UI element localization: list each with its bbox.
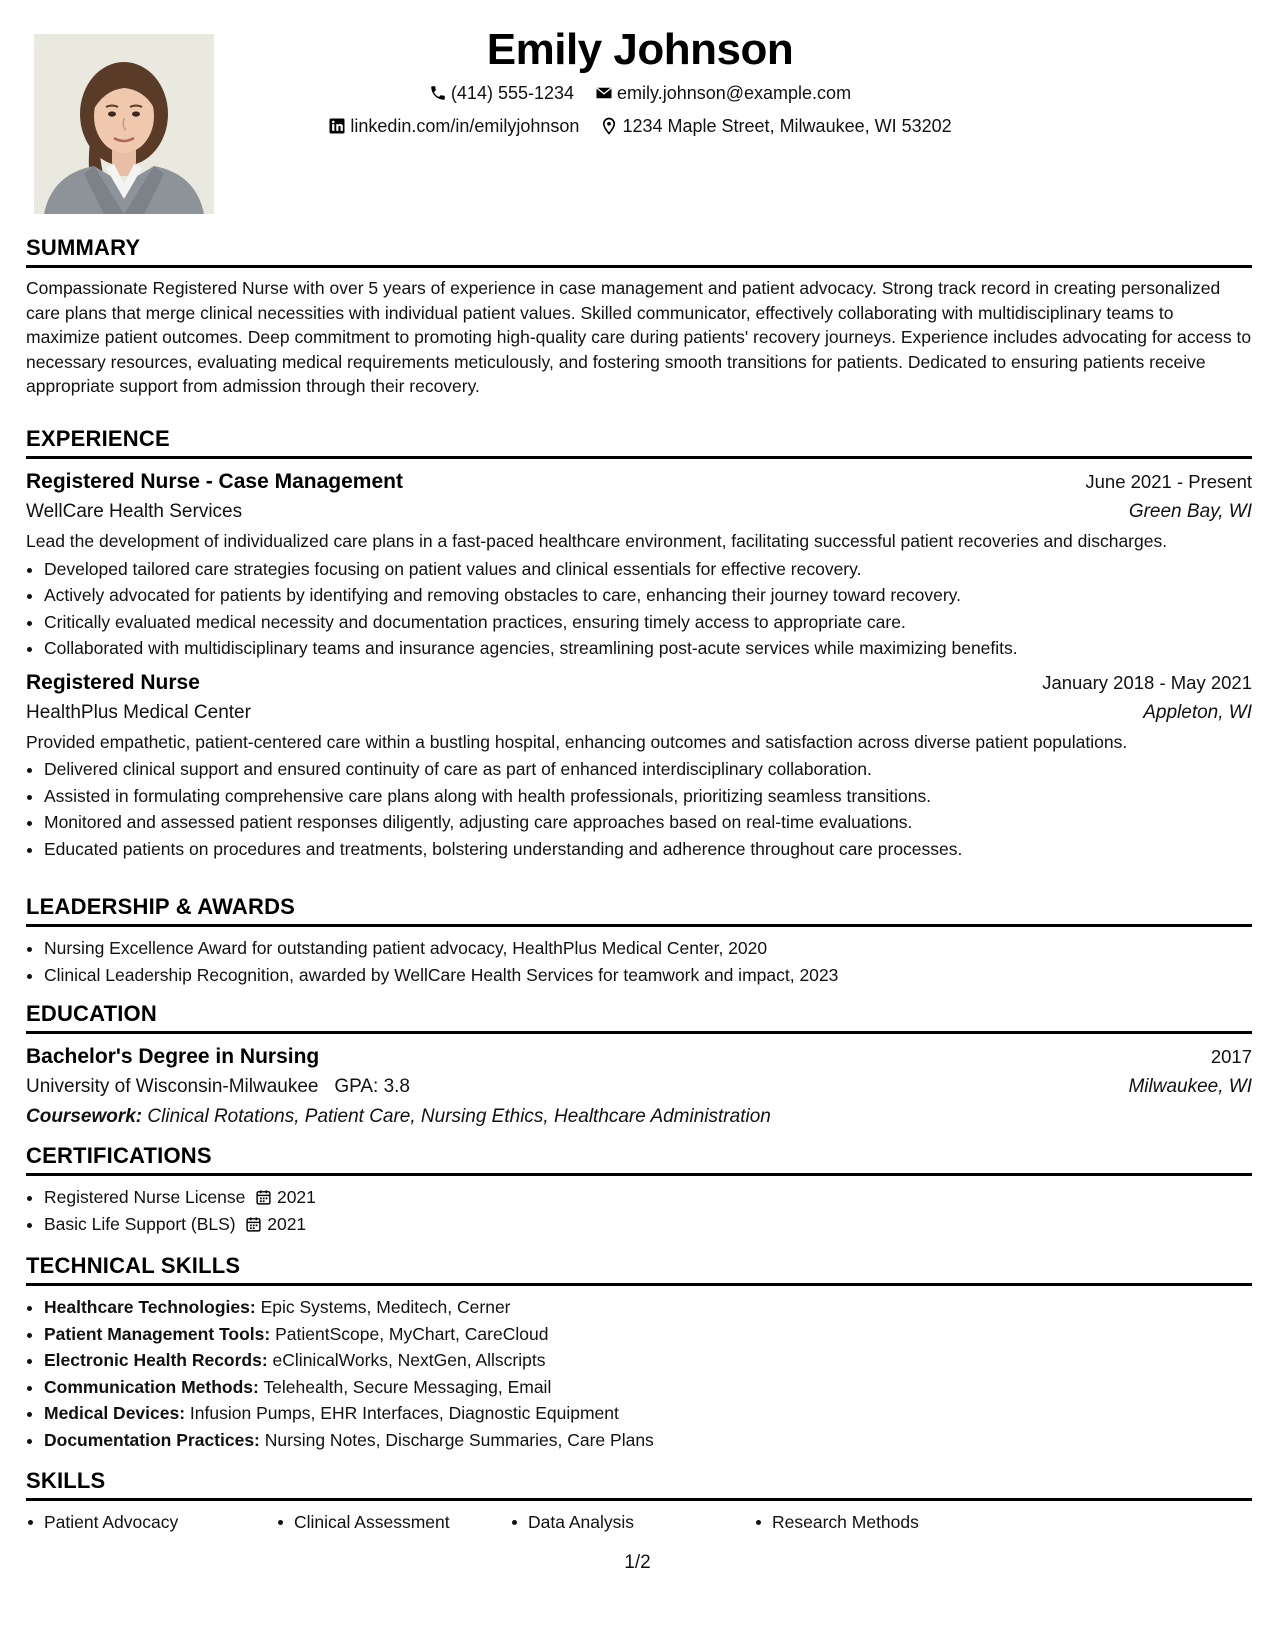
list-item: • Assisted in formulating comprehensive care plans along with health professionals, prioritizing seamless transitions. xyxy=(44,783,1252,810)
skill-category: Patient Management Tools: xyxy=(44,1323,271,1344)
candidate-name: Emily Johnson xyxy=(486,25,794,74)
job-bullets xyxy=(26,556,1252,662)
list-item xyxy=(44,1321,1252,1348)
summary-text: Compassionate Registered Nurse with over 5 years of experience in case management and patient advocacy. Strong track record in creating personalized care plans that merge clinical necessities with individual patient values. Skilled communicator, effectively collaborating with multidisciplinary teams to maximize patient outcomes. Deep commitment to promoting high-quality care during patients' recovery journeys. Experience includes advocating for access to necessary resources, evaluating medical requirements meticulously, and fostering smooth transitions for patients. Dedicated to ensuring patients receive appropriate support from admission through their recovery. xyxy=(26,278,1252,396)
job-organization: WellCare Health Services xyxy=(26,501,243,522)
coursework-list: Clinical Rotations, Patient Care, Nursing Ethics, Healthcare Administration xyxy=(147,1106,771,1127)
summary-title: SUMMARY xyxy=(26,234,1252,268)
address-text: 1234 Maple Street, Milwaukee, WI 53202 xyxy=(622,116,952,136)
leadership-title: LEADERSHIP & AWARDS xyxy=(26,893,1252,927)
list-item: • Nursing Excellence Award for outstanding patient advocacy, HealthPlus Medical Center, 2020 xyxy=(44,935,1252,962)
graduation-year: 2017 xyxy=(1210,1046,1252,1067)
education-title: EDUCATION xyxy=(26,1000,1252,1034)
skill-values: Epic Systems, Meditech, Cerner xyxy=(260,1297,511,1317)
resume-header xyxy=(240,22,1040,144)
job-title: Registered Nurse - Case Management xyxy=(26,470,403,493)
job-header-row xyxy=(26,668,1252,698)
school-name: University of Wisconsin-Milwaukee xyxy=(26,1076,319,1097)
job-entry xyxy=(26,668,1252,863)
certifications-list xyxy=(26,1184,1252,1237)
certification-year: 2021 xyxy=(267,1213,307,1234)
list-item xyxy=(44,1400,1252,1427)
experience-section xyxy=(26,425,1252,862)
job-org-row xyxy=(26,698,1252,728)
calendar-icon xyxy=(245,1216,262,1233)
contact-line-1 xyxy=(240,78,1040,111)
profile-photo-illustration xyxy=(34,34,214,214)
envelope-icon xyxy=(595,84,613,102)
job-date: June 2021 - Present xyxy=(1085,471,1252,492)
education-section xyxy=(26,1000,1252,1132)
list-item: • Actively advocated for patients by identifying and removing obstacles to care, enhancing their journey toward recovery. xyxy=(44,582,1252,609)
list-item: • Critically evaluated medical necessity and documentation practices, ensuring timely access to appropriate care. xyxy=(44,609,1252,636)
job-entry xyxy=(26,467,1252,662)
linkedin-icon xyxy=(328,117,346,135)
job-title: Registered Nurse xyxy=(26,670,200,694)
job-location: Green Bay, WI xyxy=(1128,501,1252,522)
contact-phone xyxy=(429,78,574,108)
coursework xyxy=(26,1102,1252,1132)
contact-linkedin xyxy=(328,111,579,141)
email-link[interactable]: emily.johnson@example.com xyxy=(617,83,852,103)
list-item: • Collaborated with multidisciplinary teams and insurance agencies, streamlining post-acute services while maximizing benefits. xyxy=(44,635,1252,662)
profile-photo xyxy=(34,34,214,214)
awards-list xyxy=(26,935,1252,988)
phone-text[interactable]: (414) 555-1234 xyxy=(450,83,575,103)
skill-category: Healthcare Technologies: xyxy=(44,1297,256,1317)
skill-values: Infusion Pumps, EHR Interfaces, Diagnostic Equipment xyxy=(189,1403,619,1423)
skills-title: SKILLS xyxy=(26,1467,1252,1501)
job-bullets xyxy=(26,756,1252,862)
school-line xyxy=(26,1072,410,1102)
job-location: Appleton, WI xyxy=(1143,701,1252,723)
list-item xyxy=(44,1294,1252,1321)
experience-title: EXPERIENCE xyxy=(26,425,1252,459)
list-item xyxy=(44,1427,1252,1454)
list-item xyxy=(44,1347,1252,1374)
job-description: Lead the development of individualized care plans in a fast-paced healthcare environment, facilitating successful patient recoveries and discharges. xyxy=(26,531,1168,551)
certification-name: Basic Life Support (BLS) xyxy=(44,1213,236,1234)
list-item: Research Methods xyxy=(754,1509,992,1535)
list-item: Data Analysis xyxy=(510,1509,754,1535)
degree-name: Bachelor's Degree in Nursing xyxy=(26,1045,320,1068)
contact-email xyxy=(595,78,851,108)
leadership-section xyxy=(26,893,1252,988)
skill-values: eClinicalWorks, NextGen, Allscripts xyxy=(272,1350,546,1370)
linkedin-link[interactable]: linkedin.com/in/emilyjohnson xyxy=(350,116,580,136)
list-item xyxy=(44,1184,1252,1211)
skill-values: Telehealth, Secure Messaging, Email xyxy=(263,1376,552,1397)
contact-address xyxy=(600,111,951,141)
list-item xyxy=(44,1374,1252,1401)
gpa: GPA: 3.8 xyxy=(334,1076,410,1097)
calendar-icon xyxy=(255,1189,272,1206)
certification-year: 2021 xyxy=(276,1187,316,1207)
list-item: • Monitored and assessed patient responses diligently, adjusting care approaches based on real-time evaluations. xyxy=(44,809,1252,836)
phone-icon xyxy=(429,84,447,102)
job-date: January 2018 - May 2021 xyxy=(1042,671,1252,693)
list-item: • Educated patients on procedures and treatments, bolstering understanding and adherence throughout care processes. xyxy=(44,836,1252,863)
skills-list xyxy=(26,1509,1252,1535)
skill-category: Electronic Health Records: xyxy=(44,1350,268,1370)
technical-skills-title: TECHNICAL SKILLS xyxy=(26,1252,1252,1286)
skill-values: PatientScope, MyChart, CareCloud xyxy=(275,1323,549,1344)
job-org-row xyxy=(26,497,1252,527)
skills-section xyxy=(26,1467,1252,1535)
education-school-row xyxy=(26,1072,1252,1102)
certifications-section xyxy=(26,1142,1252,1237)
page-number: 1/2 xyxy=(624,1552,651,1573)
skill-values: Nursing Notes, Discharge Summaries, Care Plans xyxy=(264,1429,654,1450)
list-item: • Clinical Leadership Recognition, awarded by WellCare Health Services for teamwork and impact, 2023 xyxy=(44,962,1252,989)
coursework-label: Coursework: xyxy=(26,1106,143,1127)
list-item: • Delivered clinical support and ensured continuity of care as part of enhanced interdisciplinary collaboration. xyxy=(44,756,1252,783)
map-pin-icon xyxy=(600,117,618,135)
list-item: Clinical Assessment xyxy=(276,1509,510,1535)
school-location: Milwaukee, WI xyxy=(1128,1076,1252,1097)
technical-skills-list xyxy=(26,1294,1252,1453)
skill-category: Documentation Practices: xyxy=(44,1429,260,1450)
list-item xyxy=(44,1211,1252,1238)
list-item: Patient Advocacy xyxy=(26,1509,276,1535)
education-degree-row xyxy=(26,1042,1252,1072)
summary-section xyxy=(26,234,1252,399)
certification-name: Registered Nurse License xyxy=(44,1187,246,1207)
skill-category: Communication Methods: xyxy=(44,1376,259,1397)
certifications-title: CERTIFICATIONS xyxy=(26,1142,1252,1176)
job-description: Provided empathetic, patient-centered care within a bustling hospital, enhancing outcomes and satisfaction across diverse patient populations. xyxy=(26,731,1128,752)
skill-category: Medical Devices: xyxy=(44,1403,186,1423)
job-header-row xyxy=(26,467,1252,497)
list-item: • Developed tailored care strategies focusing on patient values and clinical essentials for effective recovery. xyxy=(44,556,1252,583)
job-organization: HealthPlus Medical Center xyxy=(26,701,251,723)
technical-skills-section xyxy=(26,1252,1252,1453)
contact-line-2 xyxy=(240,111,1040,144)
